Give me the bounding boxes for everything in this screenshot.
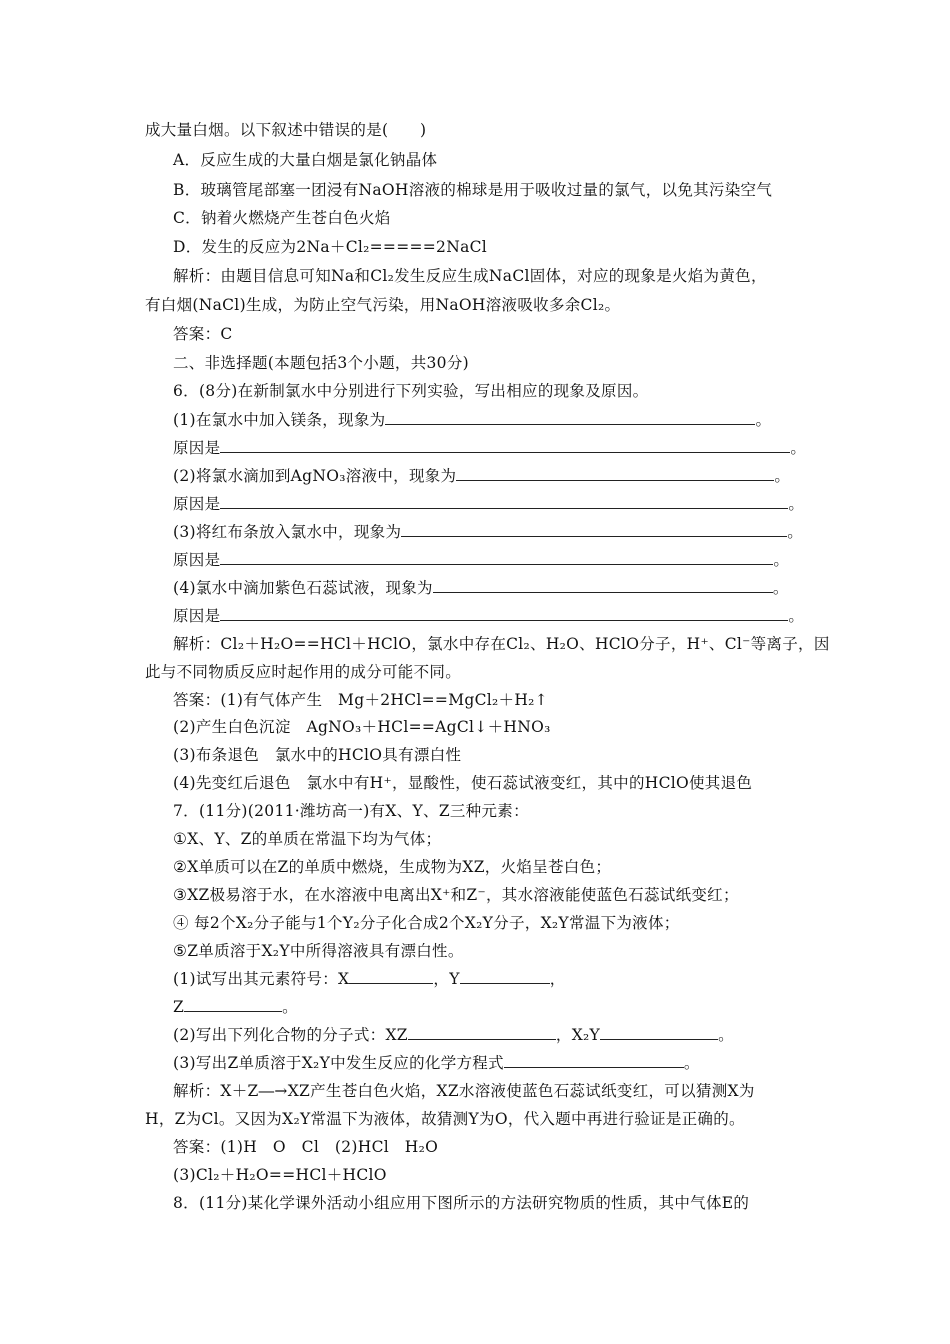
comma: ， xyxy=(549,970,566,988)
q6-reason-3 xyxy=(173,550,789,570)
q5-answer: 答案：C xyxy=(173,325,233,343)
q6-answer-1: 答案：(1)有气体产生 Mg＋2HCl==MgCl₂＋H₂↑ xyxy=(173,691,548,709)
period: 。 xyxy=(772,579,789,597)
q7-answer-1: 答案：(1)H O Cl (2)HCl H₂O xyxy=(173,1138,439,1156)
q5-analysis-line-1: 解析：由题目信息可知Na和Cl₂发生反应生成NaCl固体，对应的现象是火焰为黄色， xyxy=(173,267,767,285)
q6-part-4 xyxy=(173,578,789,598)
z-symbol-blank[interactable] xyxy=(184,997,282,1012)
q7-part-1 xyxy=(173,969,566,989)
x2y-label: X₂Y xyxy=(571,1026,601,1044)
q6-reason-2-blank[interactable] xyxy=(220,494,788,509)
q7-answer-2: (3)Cl₂＋H₂O==HCl＋HClO xyxy=(173,1166,387,1184)
period: 。 xyxy=(683,1054,700,1072)
q7-part-2-label: (2)写出下列化合物的分子式：XZ xyxy=(173,1026,408,1044)
q7-condition-4: ④ 每2个X₂分子能与1个Y₂分子化合成2个X₂Y分子，X₂Y常温下为液体； xyxy=(173,914,680,932)
y-label: Y xyxy=(449,970,460,988)
period: 。 xyxy=(718,1026,734,1044)
q7-condition-5: ⑤Z单质溶于X₂Y中所得溶液具有漂白性。 xyxy=(173,942,464,960)
x-symbol-blank[interactable] xyxy=(349,969,433,984)
q7-stem: 7．(11分)(2011·潍坊高一)有X、Y、Z三种元素： xyxy=(173,802,529,820)
q6-part-3-label: (3)将红布条放入氯水中，现象为 xyxy=(173,523,402,541)
q7-analysis-line-2: H，Z为Cl。又因为X₂Y常温下为液体，故猜测Y为O，代入题中再进行验证是正确的。 xyxy=(145,1110,745,1128)
x2y-formula-blank[interactable] xyxy=(600,1025,718,1040)
period: 。 xyxy=(787,523,804,541)
q6-part-3 xyxy=(173,522,803,542)
reason-label: 原因是 xyxy=(173,551,221,569)
q6-part-4-label: (4)氯水中滴加紫色石蕊试液，现象为 xyxy=(173,579,433,597)
q6-part-4-blank[interactable] xyxy=(433,578,773,593)
comma: ， xyxy=(555,1026,572,1044)
period: 。 xyxy=(773,551,790,569)
q5-option-d: D．发生的反应为2Na＋Cl₂=====2NaCl xyxy=(173,238,488,256)
q6-answer-2: (2)产生白色沉淀 AgNO₃＋HCl==AgCl↓＋HNO₃ xyxy=(173,718,551,736)
period: 。 xyxy=(774,467,791,485)
q7-condition-1: ①X、Y、Z的单质在常温下均为气体； xyxy=(173,830,442,848)
q7-condition-2: ②X单质可以在Z的单质中燃烧，生成物为XZ，火焰呈苍白色； xyxy=(173,858,612,876)
reason-label: 原因是 xyxy=(173,607,221,625)
q6-reason-3-blank[interactable] xyxy=(220,550,773,565)
z-label: Z xyxy=(173,998,185,1016)
equation-blank[interactable] xyxy=(504,1053,684,1068)
period: 。 xyxy=(788,607,805,625)
q6-part-1 xyxy=(173,410,771,430)
q5-option-b: B．玻璃管尾部塞一团浸有NaOH溶液的棉球是用于吸收过量的氯气，以免其污染空气 xyxy=(173,181,773,199)
q6-stem: 6．(8分)在新制氯水中分别进行下列实验，写出相应的现象及原因。 xyxy=(173,382,649,400)
comma: ， xyxy=(433,970,450,988)
q6-answer-4: (4)先变红后退色 氯水中有H⁺，显酸性，使石蕊试液变红，其中的HClO使其退色 xyxy=(173,774,753,792)
q6-reason-4 xyxy=(173,606,804,626)
q6-analysis-line-1: 解析：Cl₂＋H₂O==HCl＋HClO，氯水中存在Cl₂、H₂O、HClO分子，H⁺、Cl⁻等离子，因 xyxy=(173,635,830,653)
section-heading: 二、非选择题(本题包括3个小题，共30分) xyxy=(173,354,469,372)
q6-answer-3: (3)布条退色 氯水中的HClO具有漂白性 xyxy=(173,746,462,764)
q7-part-2 xyxy=(173,1025,734,1045)
q7-part-1-cont xyxy=(173,997,298,1017)
q6-part-1-blank[interactable] xyxy=(385,410,755,425)
q6-part-2-label: (2)将氯水滴加到AgNO₃溶液中，现象为 xyxy=(173,467,457,485)
y-symbol-blank[interactable] xyxy=(460,969,550,984)
q7-analysis-line-1: 解析：X＋Z―→XZ产生苍白色火焰，XZ水溶液使蓝色石蕊试纸变红，可以猜测X为 xyxy=(173,1082,755,1100)
period: 。 xyxy=(755,411,772,429)
q5-analysis-line-2: 有白烟(NaCl)生成，为防止空气污染，用NaOH溶液吸收多余Cl₂。 xyxy=(145,296,621,314)
q6-analysis-line-2: 此与不同物质反应时起作用的成分可能不同。 xyxy=(145,663,462,681)
q6-reason-1-blank[interactable] xyxy=(220,438,790,453)
q7-part-3-label: (3)写出Z单质溶于X₂Y中发生反应的化学方程式 xyxy=(173,1054,504,1072)
period: 。 xyxy=(788,495,805,513)
q5-stem-tail: 成大量白烟。以下叙述中错误的是( ) xyxy=(145,121,427,139)
q5-option-c: C．钠着火燃烧产生苍白色火焰 xyxy=(173,209,391,227)
period: 。 xyxy=(790,439,807,457)
xz-formula-blank[interactable] xyxy=(408,1025,556,1040)
reason-label: 原因是 xyxy=(173,439,221,457)
q6-reason-4-blank[interactable] xyxy=(220,606,788,621)
q8-stem: 8．(11分)某化学课外活动小组应用下图所示的方法研究物质的性质，其中气体E的 xyxy=(173,1194,750,1212)
q6-reason-1 xyxy=(173,438,806,458)
q6-part-2 xyxy=(173,466,790,486)
q6-part-1-label: (1)在氯水中加入镁条，现象为 xyxy=(173,411,386,429)
q7-part-3 xyxy=(173,1053,700,1073)
q6-part-3-blank[interactable] xyxy=(401,522,787,537)
q7-condition-3: ③XZ极易溶于水，在水溶液中电离出X⁺和Z⁻，其水溶液能使蓝色石蕊试纸变红； xyxy=(173,886,739,904)
q6-part-2-blank[interactable] xyxy=(456,466,774,481)
reason-label: 原因是 xyxy=(173,495,221,513)
q6-reason-2 xyxy=(173,494,804,514)
period: 。 xyxy=(282,998,298,1016)
q7-part-1-label: (1)试写出其元素符号：X xyxy=(173,970,350,988)
q5-option-a: A．反应生成的大量白烟是氯化钠晶体 xyxy=(173,151,438,169)
